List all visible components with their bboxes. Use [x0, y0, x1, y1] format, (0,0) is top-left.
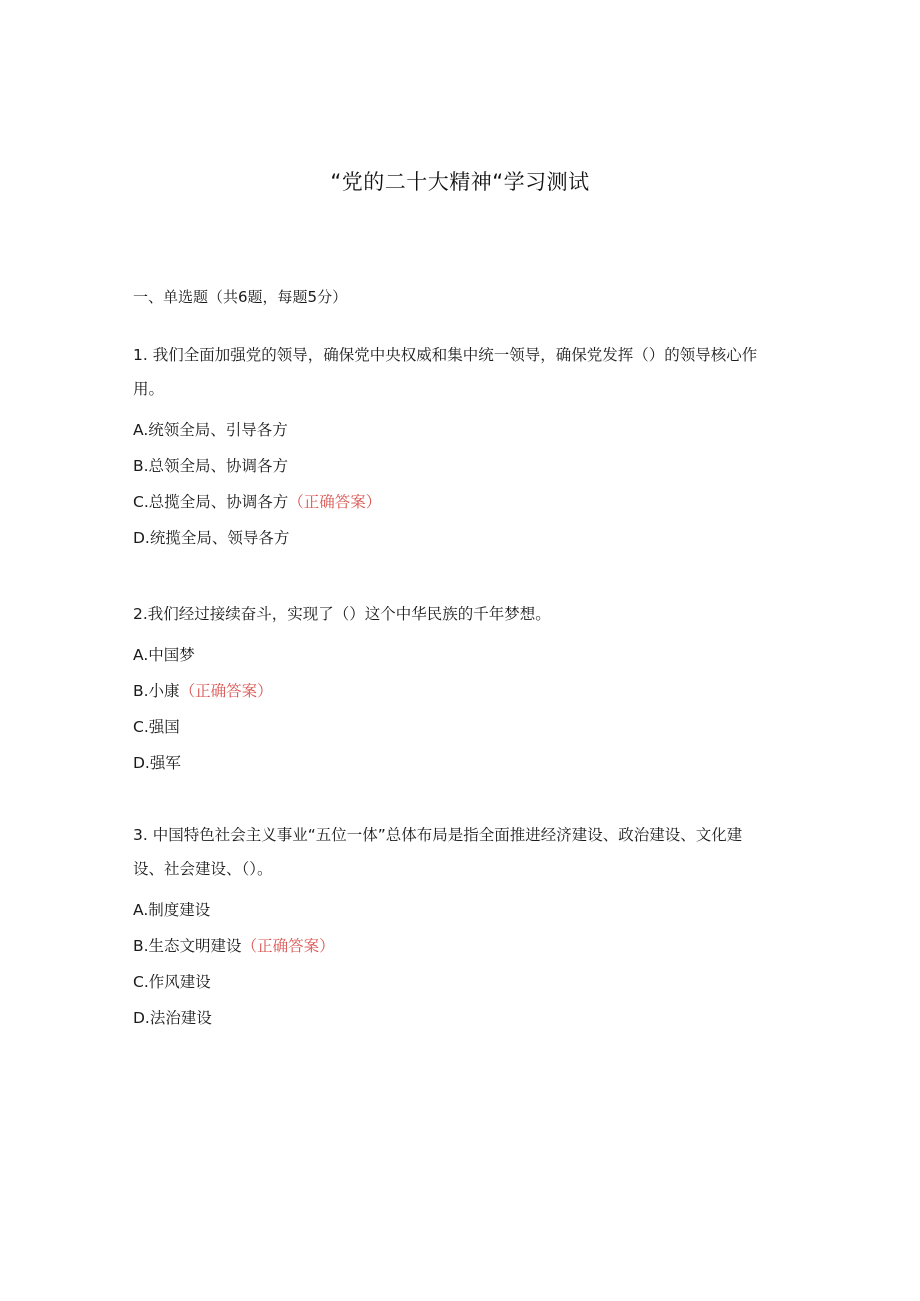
option-label: D.法治建设: [133, 1009, 212, 1027]
correct-answer-marker: （正确答案）: [179, 682, 273, 700]
question-stem: 3. 中国特色社会主义事业“五位一体”总体布局是指全面推进经济建设、政治建设、文化建设、社会建设、（）。: [133, 826, 743, 878]
option-label: D.强军: [133, 754, 181, 772]
option-d[interactable]: [133, 520, 773, 556]
option-label: B.生态文明建设: [133, 937, 242, 955]
question-2: [133, 597, 773, 781]
option-b[interactable]: [133, 928, 773, 964]
option-b[interactable]: [133, 673, 773, 709]
option-label: D.统揽全局、领导各方: [133, 529, 290, 547]
option-label: C.强国: [133, 718, 180, 736]
option-label: B.小康: [133, 682, 180, 700]
option-label: A.中国梦: [133, 646, 195, 664]
section-heading: 一、单选题（共6题，每题5分）: [133, 288, 348, 306]
option-label: C.总揽全局、协调各方: [133, 493, 289, 511]
option-a[interactable]: [133, 892, 773, 928]
option-c[interactable]: [133, 484, 773, 520]
option-a[interactable]: [133, 412, 773, 448]
option-label: A.统领全局、引导各方: [133, 421, 288, 439]
question-3: [133, 818, 773, 1036]
option-b[interactable]: [133, 448, 773, 484]
option-label: A.制度建设: [133, 901, 211, 919]
correct-answer-marker: （正确答案）: [241, 937, 335, 955]
option-label: C.作风建设: [133, 973, 211, 991]
question-stem: 1. 我们全面加强党的领导，确保党中央权威和集中统一领导，确保党发挥（）的领导核心作用。: [133, 346, 758, 398]
page-title: “党的二十大精神“学习测试: [330, 170, 590, 194]
option-c[interactable]: [133, 709, 773, 745]
option-a[interactable]: [133, 637, 773, 673]
question-stem: 2.我们经过接续奋斗，实现了（）这个中华民族的千年梦想。: [133, 605, 551, 623]
option-label: B.总领全局、协调各方: [133, 457, 289, 475]
option-d[interactable]: [133, 1000, 773, 1036]
option-d[interactable]: [133, 745, 773, 781]
correct-answer-marker: （正确答案）: [288, 493, 382, 511]
question-1: [133, 338, 773, 556]
option-c[interactable]: [133, 964, 773, 1000]
